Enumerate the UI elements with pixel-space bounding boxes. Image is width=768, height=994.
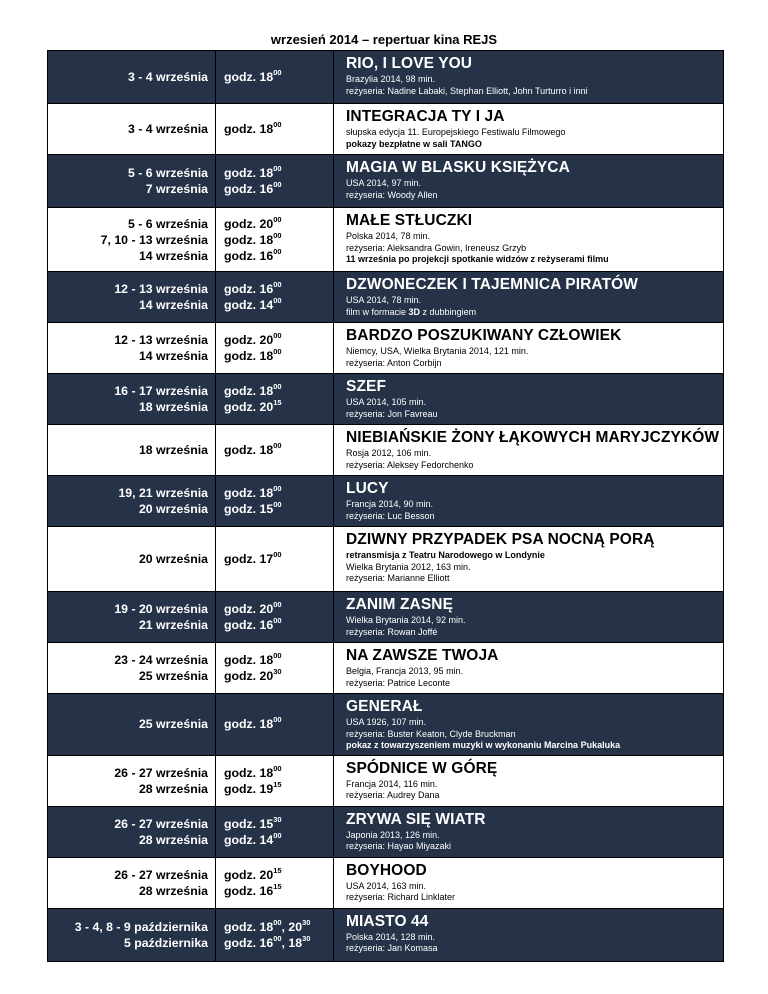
screening-row	[48, 806, 724, 857]
time-hour: godz. 16	[224, 935, 274, 950]
screening-dates	[48, 755, 216, 806]
time-hour: godz. 14	[224, 832, 274, 847]
time-minutes: 15	[273, 398, 282, 407]
time-hour: godz. 20	[224, 669, 274, 683]
date-line: 16 - 17 września	[114, 384, 208, 398]
film-title: SPÓDNICE W GÓRĘ	[346, 759, 498, 777]
time-line	[224, 442, 333, 458]
film-cell	[334, 374, 724, 425]
time-minutes: 00	[273, 246, 282, 256]
screening-dates	[48, 592, 216, 643]
film-title: MAGIA W BLASKU KSIĘŻYCA	[346, 159, 570, 176]
film-info: reżyseria: Richard Linklater	[346, 892, 456, 902]
time-minutes: 15	[273, 881, 282, 891]
time-hour: , 20	[281, 919, 303, 934]
time-line	[224, 867, 333, 883]
time-line	[224, 781, 333, 797]
date-line: 26 - 27 września	[114, 765, 208, 780]
screening-dates	[48, 425, 216, 476]
screening-row	[48, 592, 724, 643]
film-info: Francja 2014, 116 min.	[346, 778, 438, 789]
film-title: ZRYWA SIĘ WIATR	[346, 810, 486, 828]
film-info: reżyseria: Jon Favreau	[346, 408, 438, 419]
time-line	[224, 181, 333, 197]
time-minutes: 00	[273, 600, 282, 609]
screening-dates	[48, 857, 216, 908]
time-minutes: 00	[273, 484, 282, 493]
screening-times	[216, 755, 334, 806]
film-cell	[334, 755, 724, 806]
film-info: Wielka Brytania 2012, 163 min.	[346, 561, 471, 572]
time-hour: , 18	[281, 935, 303, 950]
time-hour: godz. 15	[224, 816, 274, 831]
film-info: reżyseria: Buster Keaton, Clyde Bruckman	[346, 728, 516, 739]
film-info: reżyseria: Rowan Joffé	[346, 626, 438, 637]
time-line	[224, 919, 333, 935]
film-info	[346, 307, 723, 319]
time-minutes: 00	[273, 230, 282, 240]
film-cell	[334, 104, 724, 155]
screening-dates	[48, 643, 216, 694]
film-cell	[334, 208, 724, 272]
date-line: 26 - 27 września	[114, 867, 208, 882]
screening-row	[48, 425, 724, 476]
film-cell	[334, 592, 724, 643]
screening-times	[216, 476, 334, 527]
time-line	[224, 501, 333, 517]
film-cell	[334, 694, 724, 756]
film-info: reżyseria: Patrice Leconte	[346, 677, 451, 688]
screening-times	[216, 374, 334, 425]
time-hour: godz. 20	[224, 333, 274, 347]
time-line	[224, 281, 333, 297]
time-line	[224, 601, 333, 617]
film-info: reżyseria: Woody Allen	[346, 189, 438, 200]
date-line: 3 - 4 września	[128, 122, 208, 136]
time-line	[224, 716, 333, 732]
film-info: USA 2014, 105 min.	[346, 397, 427, 407]
time-line	[224, 165, 333, 181]
film-info: reżyseria: Nadine Labaki, Stephan Elliott, John Turturro i inni	[346, 85, 588, 96]
film-title: MIASTO 44	[346, 912, 429, 930]
film-title: BOYHOOD	[346, 861, 427, 879]
time-hour: godz. 18	[224, 765, 274, 780]
time-hour: godz. 18	[224, 919, 274, 934]
date-line: 12 - 13 września	[114, 282, 208, 296]
screening-times	[216, 592, 334, 643]
date-line: 23 - 24 września	[114, 653, 208, 667]
film-title: ZANIM ZASNĘ	[346, 596, 454, 613]
time-minutes: 00	[273, 616, 282, 625]
date-line: 25 września	[138, 717, 208, 732]
screening-row	[48, 755, 724, 806]
screening-dates	[48, 104, 216, 155]
date-line: 20 września	[138, 502, 208, 516]
screening-dates	[48, 694, 216, 756]
time-hour: godz. 18	[224, 653, 274, 667]
film-title: SZEF	[346, 378, 387, 395]
screening-dates	[48, 51, 216, 104]
film-cell	[334, 527, 724, 592]
screening-times	[216, 51, 334, 104]
screening-times	[216, 643, 334, 694]
film-info: Polska 2014, 78 min.	[346, 231, 431, 241]
date-line: 28 września	[138, 832, 208, 847]
film-title: GENERAŁ	[346, 698, 423, 715]
date-line: 7 września	[145, 182, 208, 196]
time-minutes: 00	[273, 331, 282, 340]
film-title: INTEGRACJA TY I JA	[346, 108, 505, 125]
screening-dates	[48, 476, 216, 527]
screening-times	[216, 806, 334, 857]
film-note: retransmisja z Teatru Narodowego w Londynie	[346, 550, 545, 560]
date-line: 14 września	[138, 298, 208, 312]
time-minutes: 00	[273, 214, 282, 224]
film-title: NIEBIAŃSKIE ŻONY ŁĄKOWYCH MARYJCZYKÓW	[346, 429, 720, 446]
film-info: Francja 2014, 90 min.	[346, 499, 434, 509]
time-minutes: 00	[273, 347, 282, 356]
film-title: LUCY	[346, 480, 389, 497]
screening-row	[48, 694, 724, 756]
film-info: reżyseria: Luc Besson	[346, 510, 435, 521]
time-line	[224, 216, 333, 232]
film-info: reżyseria: Aleksandra Gowin, Ireneusz Grzyb	[346, 242, 527, 253]
film-cell	[334, 806, 724, 857]
screening-dates	[48, 806, 216, 857]
film-info: reżyseria: Aleksey Fedorchenko	[346, 459, 474, 470]
film-info: Niemcy, USA, Wielka Brytania 2014, 121 min.	[346, 346, 529, 356]
page-title: wrzesień 2014 – repertuar kina REJS	[270, 32, 498, 47]
schedule-table	[47, 50, 724, 962]
screening-row	[48, 643, 724, 694]
time-hour: godz. 18	[224, 70, 274, 84]
time-hour: godz. 17	[224, 552, 274, 566]
time-hour: godz. 14	[224, 298, 274, 312]
time-minutes: 00	[273, 120, 282, 129]
time-hour: godz. 16	[224, 282, 274, 296]
time-hour: godz. 16	[224, 618, 274, 632]
time-line	[224, 399, 333, 415]
time-line	[224, 248, 333, 264]
date-line: 18 września	[138, 400, 208, 414]
film-title: MAŁE STŁUCZKI	[346, 212, 473, 229]
screening-times	[216, 425, 334, 476]
screening-row	[48, 208, 724, 272]
date-line: 14 września	[138, 349, 208, 363]
time-line	[224, 485, 333, 501]
screening-dates	[48, 323, 216, 374]
screening-times	[216, 272, 334, 323]
date-line: 5 - 6 września	[128, 216, 208, 231]
time-line	[224, 232, 333, 248]
time-hour: godz. 18	[224, 349, 274, 363]
film-title: NA ZAWSZE TWOJA	[346, 647, 499, 664]
time-hour: godz. 16	[224, 182, 274, 196]
time-hour: godz. 18	[224, 443, 274, 457]
screening-row	[48, 857, 724, 908]
film-info: Rosja 2012, 106 min.	[346, 448, 432, 458]
time-hour: godz. 20	[224, 602, 274, 616]
film-cell	[334, 272, 724, 323]
film-title: BARDZO POSZUKIWANY CZŁOWIEK	[346, 327, 622, 344]
time-line	[224, 617, 333, 633]
film-info: Belgia, Francja 2013, 95 min.	[346, 666, 464, 676]
time-hour: godz. 18	[224, 486, 274, 500]
date-line: 5 - 6 września	[128, 166, 208, 180]
date-line: 12 - 13 września	[114, 333, 208, 347]
time-line	[224, 69, 333, 85]
film-title: DZIWNY PRZYPADEK PSA NOCNĄ PORĄ	[346, 531, 655, 548]
film-cell	[334, 908, 724, 961]
time-hour: godz. 18	[224, 232, 274, 247]
film-note: pokaz z towarzyszeniem muzyki w wykonaniu Marcina Pukaluka	[346, 740, 621, 750]
film-info: Brazylia 2014, 98 min.	[346, 74, 436, 84]
date-line: 14 września	[138, 248, 208, 263]
time-line	[224, 935, 333, 951]
date-line: 28 września	[138, 781, 208, 796]
date-line: 21 września	[138, 618, 208, 632]
screening-times	[216, 323, 334, 374]
time-hour: godz. 20	[224, 216, 274, 231]
time-minutes: 30	[273, 667, 282, 676]
time-hour: godz. 15	[224, 502, 274, 516]
screening-row	[48, 272, 724, 323]
time-minutes: 00	[273, 917, 282, 927]
date-line: 7, 10 - 13 września	[100, 232, 208, 247]
film-cell	[334, 425, 724, 476]
screening-row	[48, 51, 724, 104]
film-info: reżyseria: Hayao Miyazaki	[346, 841, 452, 851]
date-line: 26 - 27 września	[114, 816, 208, 831]
time-minutes: 00	[273, 651, 282, 660]
screening-dates	[48, 208, 216, 272]
time-line	[224, 383, 333, 399]
film-cell	[334, 643, 724, 694]
film-info: Polska 2014, 128 min.	[346, 931, 436, 942]
time-line	[224, 332, 333, 348]
time-minutes: 00	[273, 500, 282, 509]
time-minutes: 00	[273, 382, 282, 391]
time-line	[224, 816, 333, 832]
film-info: reżyseria: Marianne Elliott	[346, 573, 450, 583]
time-minutes: 00	[273, 715, 282, 725]
time-line	[224, 883, 333, 899]
film-info: Japonia 2013, 126 min.	[346, 829, 440, 840]
date-line: 25 września	[138, 669, 208, 683]
film-title: DZWONECZEK I TAJEMNICA PIRATÓW	[346, 276, 639, 293]
time-line	[224, 668, 333, 684]
format-3d: 3D	[408, 306, 421, 317]
screening-row	[48, 323, 724, 374]
date-line: 19 - 20 września	[114, 602, 208, 616]
time-hour: godz. 18	[224, 717, 274, 732]
film-cell	[334, 323, 724, 374]
time-line	[224, 765, 333, 781]
time-hour: godz. 18	[224, 166, 274, 180]
film-note: 11 września po projekcji spotkanie widzów z reżyserami filmu	[346, 254, 609, 264]
screening-times	[216, 208, 334, 272]
screening-row	[48, 476, 724, 527]
time-hour: godz. 16	[224, 883, 274, 898]
film-info: reżyseria: Jan Komasa	[346, 943, 438, 953]
time-line	[224, 652, 333, 668]
film-info-text: film w formacie	[346, 306, 409, 317]
screening-dates	[48, 155, 216, 208]
date-line: 18 września	[138, 443, 208, 457]
screening-times	[216, 694, 334, 756]
screening-row	[48, 908, 724, 961]
film-info: USA 2014, 163 min.	[346, 880, 427, 891]
date-line: 19, 21 września	[118, 486, 208, 500]
film-info: USA 2014, 78 min.	[346, 295, 422, 305]
film-note: pokazy bezpłatne w sali TANGO	[346, 138, 482, 149]
film-info: reżyseria: Audrey Dana	[346, 790, 440, 800]
time-minutes: 15	[273, 865, 282, 875]
time-minutes: 00	[273, 830, 282, 840]
time-minutes: 30	[302, 933, 311, 943]
screening-times	[216, 155, 334, 208]
date-line: 5 października	[123, 935, 208, 950]
screening-row	[48, 374, 724, 425]
time-minutes: 00	[273, 164, 282, 173]
film-info: słupska edycja 11. Europejskiego Festiwalu Filmowego	[346, 127, 566, 137]
time-line	[224, 551, 333, 567]
screening-row	[48, 155, 724, 208]
date-line: 28 września	[138, 883, 208, 898]
time-minutes: 00	[273, 280, 282, 289]
time-minutes: 30	[302, 917, 311, 927]
film-info: Wielka Brytania 2014, 92 min.	[346, 615, 466, 625]
film-info-text: z dubbingiem	[420, 306, 477, 317]
screening-dates	[48, 272, 216, 323]
time-minutes: 00	[273, 180, 282, 189]
screening-dates	[48, 527, 216, 592]
time-hour: godz. 18	[224, 122, 274, 136]
time-hour: godz. 20	[224, 400, 274, 414]
date-line: 3 - 4 września	[128, 70, 208, 84]
time-minutes: 00	[273, 933, 282, 943]
film-cell	[334, 51, 724, 104]
screening-row	[48, 527, 724, 592]
screening-times	[216, 857, 334, 908]
film-cell	[334, 155, 724, 208]
date-line: 3 - 4, 8 - 9 października	[74, 919, 208, 934]
date-line: 20 września	[138, 552, 208, 566]
screening-dates	[48, 374, 216, 425]
screening-row	[48, 104, 724, 155]
film-info: USA 1926, 107 min.	[346, 717, 427, 727]
film-info: USA 2014, 97 min.	[346, 178, 422, 188]
time-hour: godz. 16	[224, 248, 274, 263]
screening-times	[216, 527, 334, 592]
time-line	[224, 348, 333, 364]
screening-times	[216, 104, 334, 155]
time-minutes: 00	[273, 68, 282, 77]
film-cell	[334, 857, 724, 908]
time-minutes: 00	[273, 763, 282, 773]
time-hour: godz. 20	[224, 867, 274, 882]
screening-times	[216, 908, 334, 961]
film-info: reżyseria: Anton Corbijn	[346, 357, 442, 368]
time-hour: godz. 19	[224, 781, 274, 796]
film-title: RIO, I LOVE YOU	[346, 55, 473, 72]
screening-dates	[48, 908, 216, 961]
time-line	[224, 297, 333, 313]
time-minutes: 15	[273, 779, 282, 789]
time-minutes: 00	[273, 441, 282, 450]
time-minutes: 00	[273, 550, 282, 559]
time-hour: godz. 18	[224, 384, 274, 398]
time-line	[224, 832, 333, 848]
time-line	[224, 121, 333, 137]
film-cell	[334, 476, 724, 527]
time-minutes: 30	[273, 814, 282, 824]
time-minutes: 00	[273, 296, 282, 305]
